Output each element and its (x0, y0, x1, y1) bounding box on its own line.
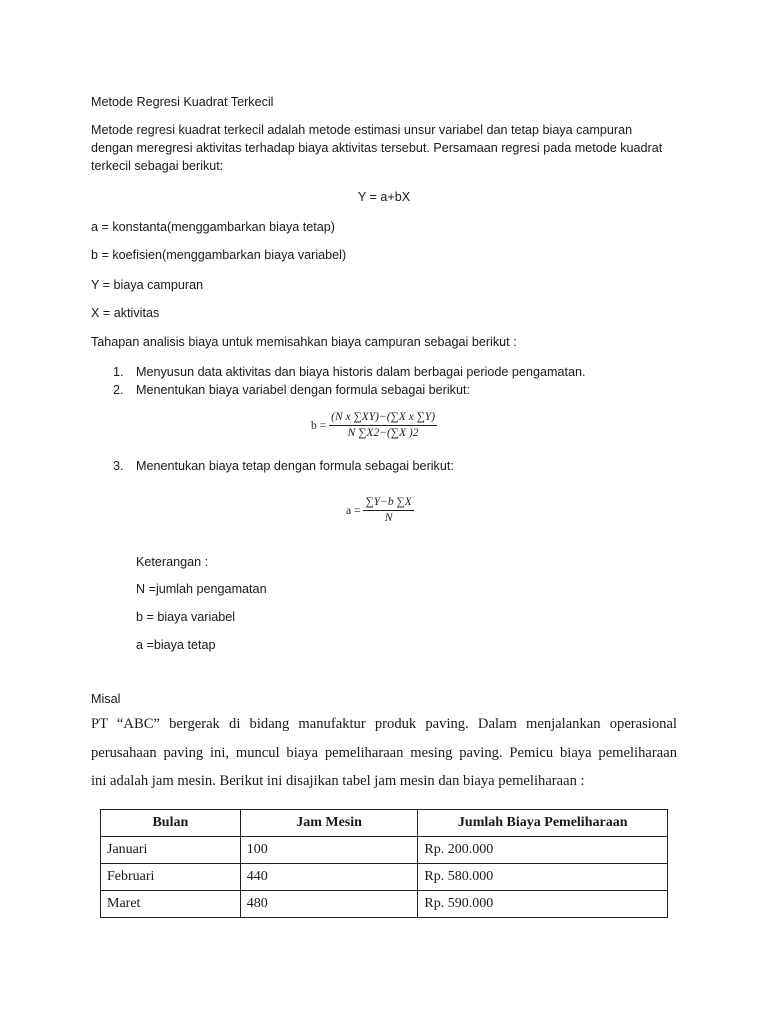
formula-a (346, 495, 414, 526)
formula-b (311, 410, 437, 441)
cell-biaya: Rp. 580.000 (418, 864, 668, 891)
cell-biaya: Rp. 590.000 (418, 891, 668, 918)
formula-a-denominator: N (384, 512, 393, 524)
table-header-row (101, 810, 668, 837)
machine-hours-table (100, 809, 668, 918)
cell-biaya: Rp. 200.000 (418, 837, 668, 864)
definition-x: X = aktivitas (91, 306, 160, 320)
example-line: ini adalah jam mesin. Berikut ini disajikan tabel jam mesin dan biaya pemeliharaan : (91, 773, 585, 789)
cell-jam-mesin: 480 (240, 891, 418, 918)
table-row (101, 864, 668, 891)
definition-y: Y = biaya campuran (91, 278, 204, 292)
formula-b-numerator: (N x ∑XY)−(∑X x ∑Y) (331, 411, 436, 423)
table-row (101, 891, 668, 918)
intro-line: dengan meregresi aktivitas terhadap biaya aktivitas tersebut. Persamaan regresi pada metode kuadrat (91, 141, 663, 155)
formula-b-denominator: N ∑X2−(∑X )2 (347, 427, 419, 439)
column-header-bulan: Bulan (101, 810, 241, 837)
step-text: Menentukan biaya tetap dengan formula sebagai berikut: (136, 459, 454, 473)
column-header-biaya: Jumlah Biaya Pemeliharaan (418, 810, 668, 837)
cell-jam-mesin: 100 (240, 837, 418, 864)
cell-bulan: Februari (101, 864, 241, 891)
definition-b: b = koefisien(menggambarkan biaya variabel) (91, 248, 347, 262)
formula-a-fraction (363, 495, 413, 526)
formula-a-lhs: a = (346, 504, 361, 517)
keterangan-heading: Keterangan : (136, 555, 209, 569)
cell-jam-mesin: 440 (240, 864, 418, 891)
document-title: Metode Regresi Kuadrat Terkecil (91, 95, 274, 109)
step-number: 3. (113, 459, 124, 473)
keterangan-item: N =jumlah pengamatan (136, 582, 267, 596)
regression-equation: Y = a+bX (357, 190, 411, 204)
example-line: PT “ABC” bergerak di bidang manufaktur produk paving. Dalam menjalankan operasional (91, 716, 677, 732)
intro-line: terkecil sebagai berikut: (91, 159, 224, 173)
step-number: 2. (113, 383, 124, 397)
cell-bulan: Maret (101, 891, 241, 918)
steps-heading: Tahapan analisis biaya untuk memisahkan biaya campuran sebagai berikut : (91, 335, 517, 349)
intro-line: Metode regresi kuadrat terkecil adalah metode estimasi unsur variabel dan tetap biaya campuran (91, 123, 633, 137)
formula-a-numerator: ∑Y−b ∑X (365, 496, 412, 508)
table-row (101, 837, 668, 864)
cell-bulan: Januari (101, 837, 241, 864)
step-text: Menentukan biaya variabel dengan formula sebagai berikut: (136, 383, 470, 397)
example-heading: Misal (91, 692, 121, 706)
step-text: Menyusun data aktivitas dan biaya historis dalam berbagai periode pengamatan. (136, 365, 586, 379)
example-line: perusahaan paving ini, muncul biaya pemeliharaan mesing paving. Pemicu biaya pemeliharaan (91, 745, 677, 761)
keterangan-item: b = biaya variabel (136, 610, 236, 624)
keterangan-item: a =biaya tetap (136, 638, 216, 652)
step-number: 1. (113, 365, 124, 379)
column-header-jam-mesin: Jam Mesin (240, 810, 418, 837)
formula-b-lhs: b = (311, 419, 327, 432)
intro-paragraph (91, 121, 681, 175)
formula-b-fraction (329, 410, 437, 441)
definition-a: a = konstanta(menggambarkan biaya tetap) (91, 220, 335, 234)
